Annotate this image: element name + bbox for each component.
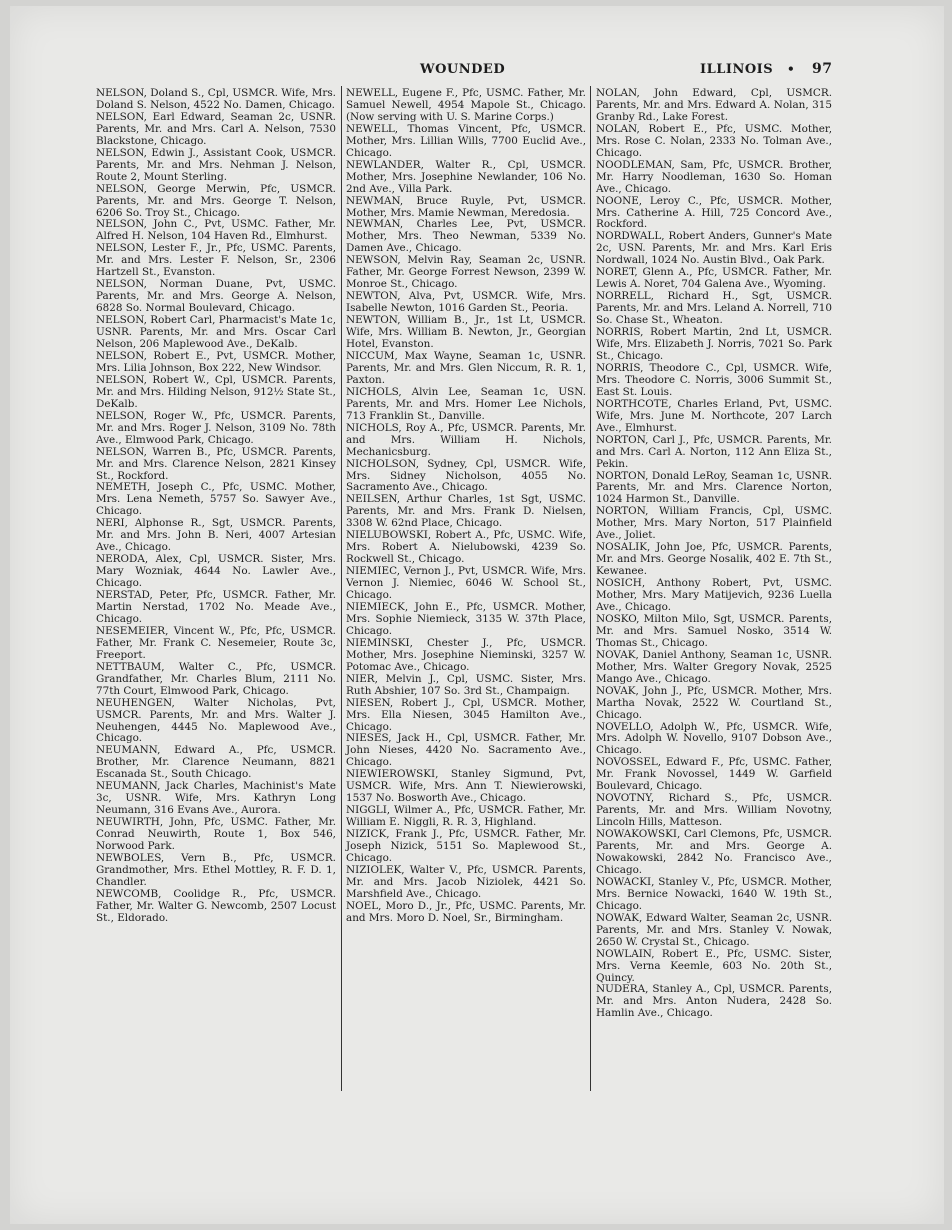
casualty-entry: NOWLAIN, Robert E., Pfc, USMC. Sister, Mrs. Verna Keemle, 603 No. 20th St., Quincy. bbox=[596, 947, 832, 984]
casualty-entry: NEWCOMB, Coolidge R., Pfc, USMCR. Father, Mr. Walter G. Newcomb, 2507 Locust St., Eldorado. bbox=[96, 887, 336, 924]
casualty-entry: NELSON, Doland S., Cpl, USMCR. Wife, Mrs. Doland S. Nelson, 4522 No. Damen, Chicago. bbox=[96, 87, 336, 111]
casualty-entry: NEWTON, Alva, Pvt, USMCR. Wife, Mrs. Isabelle Newton, 1016 Garden St., Peoria. bbox=[346, 290, 586, 315]
casualty-entry: NOEL, Moro D., Jr., Pfc, USMC. Parents, Mr. and Mrs. Moro D. Noel, Sr., Birmingham. bbox=[346, 899, 586, 924]
state-title: ILLINOIS bbox=[700, 62, 774, 77]
casualty-entry: NEUMANN, Edward A., Pfc, USMCR. Brother, Mr. Clarence Neumann, 8821 Escanada St., South Chicago. bbox=[96, 744, 336, 781]
casualty-entry: NEWSON, Melvin Ray, Seaman 2c, USNR. Father, Mr. George Forrest Newson, 2399 W. Monroe St., Chicago. bbox=[346, 254, 586, 291]
casualty-entry: NELSON, Robert Carl, Pharmacist's Mate 1c, USNR. Parents, Mr. and Mrs. Oscar Carl Nelson, 206 Maplewood Ave., DeKalb. bbox=[96, 314, 336, 351]
column-1 bbox=[96, 88, 336, 925]
casualty-entry: NICHOLS, Alvin Lee, Seaman 1c, USN. Parents, Mr. and Mrs. Homer Lee Nichols, 713 Franklin St., Danville. bbox=[346, 385, 586, 422]
section-title: WOUNDED bbox=[420, 62, 506, 77]
casualty-entry: NELSON, Robert W., Cpl, USMCR. Parents, Mr. and Mrs. Hilding Nelson, 912½ State St., DeKalb. bbox=[96, 373, 336, 410]
casualty-entry: NELSON, Robert E., Pvt, USMCR. Mother, Mrs. Lilia Johnson, Box 222, New Windsor. bbox=[96, 349, 336, 374]
casualty-entry: NOLAN, Robert E., Pfc, USMC. Mother, Mrs. Rose C. Nolan, 2333 No. Tolman Ave., Chicago. bbox=[596, 122, 832, 159]
casualty-entry: NEWLANDER, Walter R., Cpl, USMCR. Mother, Mrs. Josephine Newlander, 106 No. 2nd Ave., Villa Park. bbox=[346, 158, 586, 195]
casualty-entry: NEWMAN, Charles Lee, Pvt, USMCR. Mother, Mrs. Theo Newman, 5339 No. Damen Ave., Chicago. bbox=[346, 218, 586, 255]
casualty-entry: NORET, Glenn A., Pfc, USMCR. Father, Mr. Lewis A. Noret, 704 Galena Ave., Wyoming. bbox=[596, 266, 832, 291]
casualty-entry: NIELUBOWSKI, Robert A., Pfc, USMC. Wife, Mrs. Robert A. Nielubowski, 4239 So. Rockwell St., Chicago. bbox=[346, 529, 586, 566]
casualty-entry: NICCUM, Max Wayne, Seaman 1c, USNR. Parents, Mr. and Mrs. Glen Niccum, R. R. 1, Paxton. bbox=[346, 349, 586, 386]
casualty-entry: NELSON, Edwin J., Assistant Cook, USMCR. Parents, Mr. and Mrs. Nehman J. Nelson, Route 2, Mount Sterling. bbox=[96, 146, 336, 183]
column-3 bbox=[596, 88, 832, 1020]
casualty-entry: NELSON, Earl Edward, Seaman 2c, USNR. Parents, Mr. and Mrs. Carl A. Nelson, 7530 Blackstone, Chicago. bbox=[96, 110, 336, 147]
casualty-entry: NERI, Alphonse R., Sgt, USMCR. Parents, Mr. and Mrs. John B. Neri, 4007 Artesian Ave., Chicago. bbox=[96, 517, 336, 554]
casualty-entry: NETTBAUM, Walter C., Pfc, USMCR. Grandfather, Mr. Charles Blum, 2111 No. 77th Court, Elmwood Park, Chicago. bbox=[96, 660, 336, 697]
casualty-entry: NEUMANN, Jack Charles, Machinist's Mate 3c, USNR. Wife, Mrs. Kathryn Long Neumann, 316 Evans Ave., Aurora. bbox=[96, 780, 336, 817]
casualty-entry: NICHOLSON, Sydney, Cpl, USMCR. Wife, Mrs. Sidney Nicholson, 4055 No. Sacramento Ave., Chicago. bbox=[346, 457, 586, 494]
casualty-entry: NESEMEIER, Vincent W., Pfc, Pfc, USMCR. Father, Mr. Frank C. Nesemeier, Route 3c, Freeport. bbox=[96, 624, 336, 661]
casualty-entry: NOSKO, Milton Milo, Sgt, USMCR. Parents, Mr. and Mrs. Samuel Nosko, 3514 W. Thomas St., Chicago. bbox=[596, 612, 832, 649]
casualty-entry: NOLAN, John Edward, Cpl, USMCR. Parents, Mr. and Mrs. Edward A. Nolan, 315 Granby Rd., Lake Forest. bbox=[596, 87, 832, 123]
casualty-entry: NERSTAD, Peter, Pfc, USMCR. Father, Mr. Martin Nerstad, 1702 No. Meade Ave., Chicago. bbox=[96, 589, 336, 625]
casualty-entry: NEWELL, Thomas Vincent, Pfc, USMCR. Mother, Mrs. Lillian Wills, 7700 Euclid Ave., Chicago. bbox=[346, 122, 586, 159]
column-rule bbox=[590, 86, 591, 1091]
casualty-entry: NOONE, Leroy C., Pfc, USMCR. Mother, Mrs. Catherine A. Hill, 725 Concord Ave., Rockford. bbox=[596, 194, 832, 231]
column-rule bbox=[341, 86, 342, 1091]
casualty-entry: NORRIS, Robert Martin, 2nd Lt, USMCR. Wife, Mrs. Elizabeth J. Norris, 7021 So. Park St., Chicago. bbox=[596, 326, 832, 362]
casualty-entry: NIEMIEC, Vernon J., Pvt, USMCR. Wife, Mrs. Vernon J. Niemiec, 6046 W. School St., Chicago. bbox=[346, 565, 586, 602]
header-separator: • bbox=[787, 62, 796, 76]
casualty-entry: NOWACKI, Stanley V., Pfc, USMCR. Mother, Mrs. Bernice Nowacki, 1640 W. 19th St., Chicago. bbox=[596, 875, 832, 912]
casualty-entry: NOVELLO, Adolph W., Pfc, USMCR. Wife, Mrs. Adolph W. Novello, 9107 Dobson Ave., Chicago. bbox=[596, 720, 832, 757]
casualty-entry: NOVAK, John J., Pfc, USMCR. Mother, Mrs. Martha Novak, 2522 W. Courtland St., Chicago. bbox=[596, 684, 832, 721]
casualty-entry: NEWTON, William B., Jr., 1st Lt, USMCR. Wife, Mrs. William B. Newton, Jr., Georgian Hotel, Evanston. bbox=[346, 314, 586, 351]
casualty-entry: NOVOTNY, Richard S., Pfc, USMCR. Parents, Mr. and Mrs. William Novotny, Lincoln Hills, Matteson. bbox=[596, 792, 832, 829]
casualty-entry: NICHOLS, Roy A., Pfc, USMCR. Parents, Mr. and Mrs. William H. Nichols, Mechanicsburg. bbox=[346, 421, 586, 458]
casualty-entry: NIESEN, Robert J., Cpl, USMCR. Mother, Mrs. Ella Niesen, 3045 Hamilton Ave., Chicago. bbox=[346, 696, 586, 733]
casualty-entry: NIESES, Jack H., Cpl, USMCR. Father, Mr. John Nieses, 4420 No. Sacramento Ave., Chicago. bbox=[346, 732, 586, 769]
casualty-entry: NIEMINSKI, Chester J., Pfc, USMCR. Mother, Mrs. Josephine Nieminski, 3257 W. Potomac Ave., Chicago. bbox=[346, 636, 586, 673]
casualty-entry: NELSON, John C., Pvt, USMC. Father, Mr. Alfred H. Nelson, 104 Haven Rd., Elmhurst. bbox=[96, 218, 336, 243]
casualty-entry: NIZIOLEK, Walter V., Pfc, USMCR. Parents, Mr. and Mrs. Jacob Niziolek, 4421 So. Marshfield Ave., Chicago. bbox=[346, 863, 586, 900]
casualty-entry: NIGGLI, Wilmer A., Pfc, USMCR. Father, Mr. William E. Niggli, R. R. 3, Highland. bbox=[346, 804, 586, 829]
casualty-entry: NIEWIEROWSKI, Stanley Sigmund, Pvt, USMCR. Wife, Mrs. Ann T. Niewierowski, 1537 No. Bosworth Ave., Chicago. bbox=[346, 768, 586, 805]
casualty-entry: NORRIS, Theodore C., Cpl, USMCR. Wife, Mrs. Theodore C. Norris, 3006 Summit St., East St. Louis. bbox=[596, 361, 832, 398]
casualty-entry: NORTON, Carl J., Pfc, USMCR. Parents, Mr. and Mrs. Carl A. Norton, 112 Ann Eliza St., Pekin. bbox=[596, 433, 832, 470]
casualty-entry: NERODA, Alex, Cpl, USMCR. Sister, Mrs. Mary Wozniak, 4644 No. Lawler Ave., Chicago. bbox=[96, 553, 336, 590]
casualty-entry: NOVAK, Daniel Anthony, Seaman 1c, USNR. Mother, Mrs. Walter Gregory Novak, 2525 Mango Ave., Chicago. bbox=[596, 648, 832, 685]
casualty-entry: NOSICH, Anthony Robert, Pvt, USMC. Mother, Mrs. Mary Matijevich, 9236 Luella Ave., Chicago. bbox=[596, 577, 832, 613]
casualty-entry: NELSON, Roger W., Pfc, USMCR. Parents, Mr. and Mrs. Roger J. Nelson, 3109 No. 78th Ave., Elmwood Park, Chicago. bbox=[96, 409, 336, 446]
casualty-entry: NEUWIRTH, John, Pfc, USMC. Father, Mr. Conrad Neuwirth, Route 1, Box 546, Norwood Park. bbox=[96, 816, 336, 853]
casualty-entry: NELSON, Warren B., Pfc, USMCR. Parents, Mr. and Mrs. Clarence Nelson, 2821 Kinsey St., Rockford. bbox=[96, 445, 336, 482]
casualty-entry: NEWELL, Eugene F., Pfc, USMC. Father, Mr. Samuel Newell, 4954 Mapole St., Chicago. (Now serving with U. S. Marine Corps.) bbox=[346, 87, 586, 123]
casualty-entry: NORTON, Donald LeRoy, Seaman 1c, USNR. Parents, Mr. and Mrs. Clarence Norton, 1024 Harmon St., Danville. bbox=[596, 469, 832, 506]
page-number: 97 bbox=[812, 61, 833, 77]
column-2 bbox=[346, 88, 586, 925]
casualty-entry: NIEMIECK, John E., Pfc, USMCR. Mother, Mrs. Sophie Niemieck, 3135 W. 37th Place, Chicago. bbox=[346, 600, 586, 637]
casualty-entry: NEMETH, Joseph C., Pfc, USMC. Mother, Mrs. Lena Nemeth, 5757 So. Sawyer Ave., Chicago. bbox=[96, 481, 336, 518]
page-header bbox=[0, 62, 952, 80]
casualty-entry: NEUHENGEN, Walter Nicholas, Pvt, USMCR. Parents, Mr. and Mrs. Walter J. Neuhengen, 4445 No. Maplewood Ave., Chicago. bbox=[96, 696, 336, 745]
casualty-entry: NORDWALL, Robert Anders, Gunner's Mate 2c, USN. Parents, Mr. and Mrs. Karl Eris Nordwall, 1024 No. Austin Blvd., Oak Park. bbox=[596, 230, 832, 267]
casualty-entry: NIZICK, Frank J., Pfc, USMCR. Father, Mr. Joseph Nizick, 5151 So. Maplewood St., Chicago. bbox=[346, 828, 586, 864]
casualty-entry: NELSON, Lester F., Jr., Pfc, USMC. Parents, Mr. and Mrs. Lester F. Nelson, Sr., 2306 Hartzell St., Evanston. bbox=[96, 242, 336, 279]
casualty-entry: NEILSEN, Arthur Charles, 1st Sgt, USMC. Parents, Mr. and Mrs. Frank D. Nielsen, 3308 W. 62nd Place, Chicago. bbox=[346, 493, 586, 530]
casualty-entry: NUDERA, Stanley A., Cpl, USMCR. Parents, Mr. and Mrs. Anton Nudera, 2428 So. Hamlin Ave., Chicago. bbox=[596, 983, 832, 1020]
casualty-entry: NELSON, George Merwin, Pfc, USMCR. Parents, Mr. and Mrs. George T. Nelson, 6206 So. Troy St., Chicago. bbox=[96, 182, 336, 219]
casualty-entry: NOVOSSEL, Edward F., Pfc, USMC. Father, Mr. Frank Novossel, 1449 W. Garfield Boulevard, Chicago. bbox=[596, 756, 832, 793]
casualty-entry: NOSALIK, John Joe, Pfc, USMCR. Parents, Mr. and Mrs. George Nosalik, 402 E. 7th St., Kewanee. bbox=[596, 541, 832, 578]
casualty-entry: NOWAKOWSKI, Carl Clemons, Pfc, USMCR. Parents, Mr. and Mrs. George A. Nowakowski, 2842 No. Francisco Ave., Chicago. bbox=[596, 828, 832, 876]
casualty-entry: NOWAK, Edward Walter, Seaman 2c, USNR. Parents, Mr. and Mrs. Stanley V. Nowak, 2650 W. Crystal St., Chicago. bbox=[596, 911, 832, 948]
casualty-entry: NORRELL, Richard H., Sgt, USMCR. Parents, Mr. and Mrs. Leland A. Norrell, 710 So. Chase St., Wheaton. bbox=[596, 290, 832, 327]
casualty-entry: NOODLEMAN, Sam, Pfc, USMCR. Brother, Mr. Harry Noodleman, 1630 So. Homan Ave., Chicago. bbox=[596, 158, 832, 195]
casualty-entry: NEWMAN, Bruce Ruyle, Pvt, USMCR. Mother, Mrs. Mamie Newman, Meredosia. bbox=[346, 194, 586, 219]
casualty-entry: NEWBOLES, Vern B., Pfc, USMCR. Grandmother, Mrs. Ethel Mottley, R. F. D. 1, Chandler. bbox=[96, 852, 336, 888]
casualty-entry: NELSON, Norman Duane, Pvt, USMC. Parents, Mr. and Mrs. George A. Nelson, 6828 So. Normal Boulevard, Chicago. bbox=[96, 278, 336, 315]
casualty-entry: NORTON, William Francis, Cpl, USMC. Mother, Mrs. Mary Norton, 517 Plainfield Ave., Joliet. bbox=[596, 505, 832, 542]
casualty-entry: NORTHCOTE, Charles Erland, Pvt, USMC. Wife, Mrs. June M. Northcote, 207 Larch Ave., Elmhurst. bbox=[596, 397, 832, 434]
casualty-entry: NIER, Melvin J., Cpl, USMC. Sister, Mrs. Ruth Abshier, 107 So. 3rd St., Champaign. bbox=[346, 672, 586, 697]
